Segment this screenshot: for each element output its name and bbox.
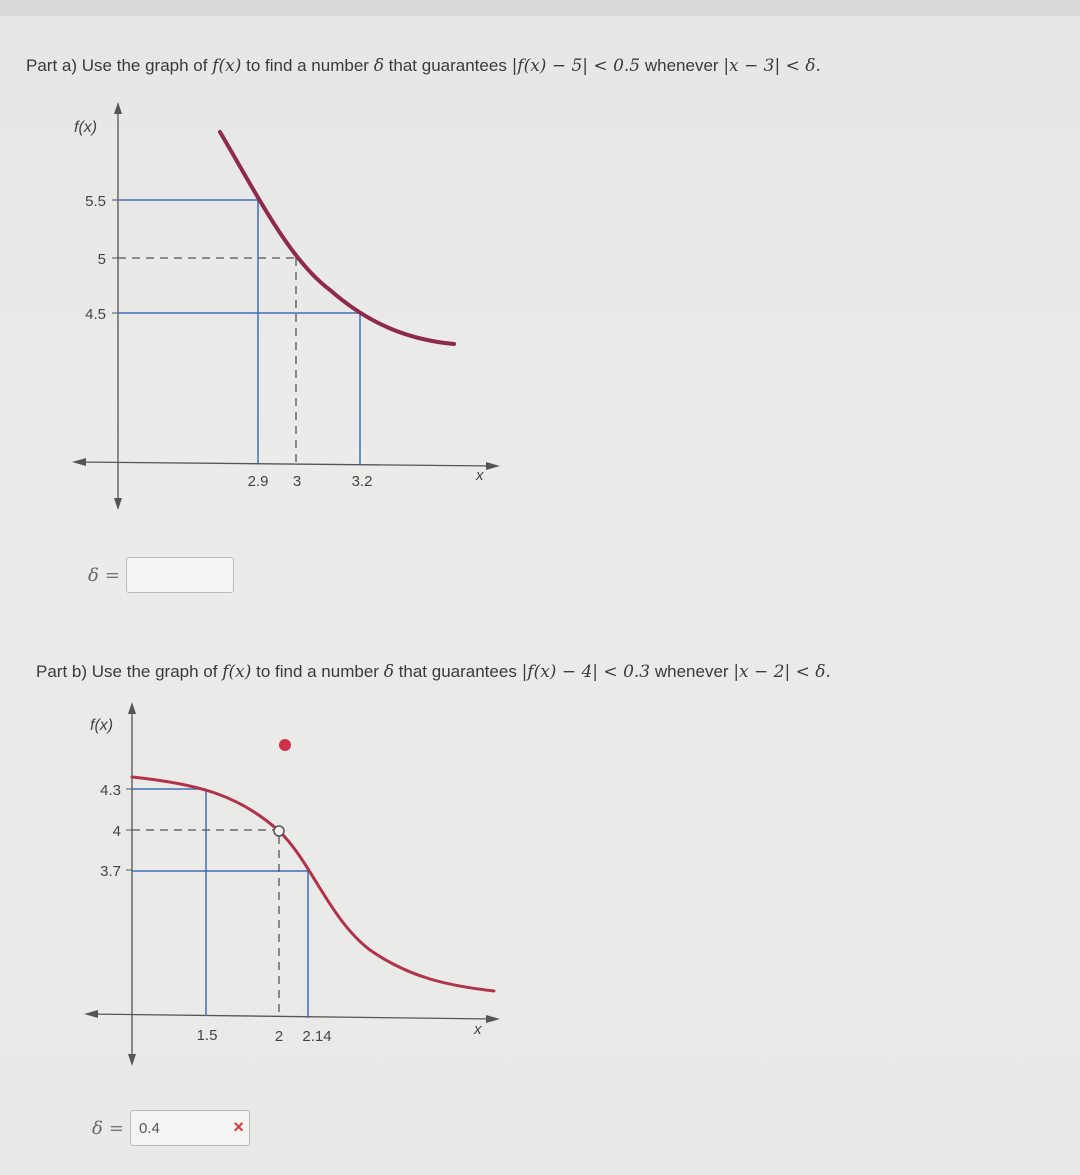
part-a-text-whenever: whenever xyxy=(644,56,719,75)
top-bar xyxy=(0,0,1080,16)
part-a-y-tick-label-5: 5 xyxy=(97,251,106,268)
part-a-x-axis-label: x xyxy=(476,467,484,484)
part-b-delta-input[interactable] xyxy=(130,1110,250,1146)
part-a-fx: f(x) xyxy=(212,56,242,76)
part-b-label: Part b) xyxy=(36,662,88,681)
part-b-y-tick-label-4-3: 4.3 xyxy=(100,782,121,799)
part-a-answer-delta-label: δ xyxy=(88,564,99,586)
part-a-text-guarantees: that guarantees xyxy=(388,56,507,75)
part-a-answer-row xyxy=(88,557,234,593)
part-b-condition-f: |f(x) − 4| < 0.3 xyxy=(521,662,651,682)
part-a-y-tick-label-4-5: 4.5 xyxy=(85,306,106,323)
part-b-x-tick-label-1-5: 1.5 xyxy=(196,1027,218,1044)
part-a-text-middle: to find a number xyxy=(246,56,369,75)
part-a-curve xyxy=(220,132,454,344)
part-a-answer-equals: = xyxy=(104,564,120,586)
part-a-x-axis-arrow-left xyxy=(72,458,86,466)
part-a-prompt xyxy=(26,56,821,76)
part-b-answer-delta-label: δ xyxy=(92,1117,103,1139)
part-b-prompt xyxy=(36,662,831,682)
part-b-x-axis-label: x xyxy=(474,1021,482,1038)
part-b-x-axis-arrow-left xyxy=(84,1010,98,1018)
part-a-x-axis-arrow-right xyxy=(486,462,500,470)
part-a-text-before: Use the graph of xyxy=(81,56,208,75)
part-b-text-whenever: whenever xyxy=(654,662,729,681)
part-a-graph xyxy=(70,100,510,510)
part-a-x-tick-label-2-9: 2.9 xyxy=(247,473,269,490)
part-b-x-axis xyxy=(88,1014,494,1019)
part-a-condition-x: |x − 3| < δ. xyxy=(723,56,821,76)
part-b-y-axis-arrow-down xyxy=(128,1054,136,1066)
part-b-input-wrap xyxy=(130,1110,250,1146)
part-b-answer-row xyxy=(92,1110,250,1146)
part-a-y-axis-label: f(x) xyxy=(74,119,98,136)
part-b-y-tick-label-4: 4 xyxy=(112,823,121,840)
part-b-delta-symbol: δ xyxy=(383,662,394,682)
part-a-x-tick-label-3-2: 3.2 xyxy=(351,473,373,490)
part-b-curve xyxy=(132,777,494,991)
part-b-x-axis-arrow-right xyxy=(486,1015,500,1023)
part-a-y-tick-label-5-5: 5.5 xyxy=(85,193,106,210)
part-a-y-axis-arrow-up xyxy=(114,102,122,114)
part-b-condition-x: |x − 2| < δ. xyxy=(733,662,831,682)
part-b-x-tick-label-2-14: 2.14 xyxy=(302,1028,332,1045)
part-b-y-axis-label: f(x) xyxy=(90,717,114,734)
part-b-answer-equals: = xyxy=(108,1117,124,1139)
part-b-y-tick-label-3-7: 3.7 xyxy=(100,863,121,880)
part-b-y-axis-arrow-up xyxy=(128,702,136,714)
part-b-text-middle: to find a number xyxy=(256,662,379,681)
part-a-delta-input[interactable] xyxy=(126,557,234,593)
part-a-y-axis-arrow-down xyxy=(114,498,122,510)
part-b-x-tick-label-2: 2 xyxy=(274,1028,284,1045)
part-b-text-before: Use the graph of xyxy=(91,662,218,681)
part-a-condition-f: |f(x) − 5| < 0.5 xyxy=(511,56,641,76)
part-a-label: Part a) xyxy=(26,56,78,75)
part-b-filled-point xyxy=(279,739,291,751)
part-b-open-circle xyxy=(274,826,284,836)
wrong-answer-icon: × xyxy=(233,1117,244,1137)
part-a-x-axis xyxy=(76,462,495,466)
part-b-text-guarantees: that guarantees xyxy=(398,662,517,681)
part-a-x-tick-label-3: 3 xyxy=(292,473,302,490)
part-b-graph xyxy=(80,700,510,1070)
part-b-fx: f(x) xyxy=(222,662,252,682)
part-a-delta-symbol: δ xyxy=(373,56,384,76)
